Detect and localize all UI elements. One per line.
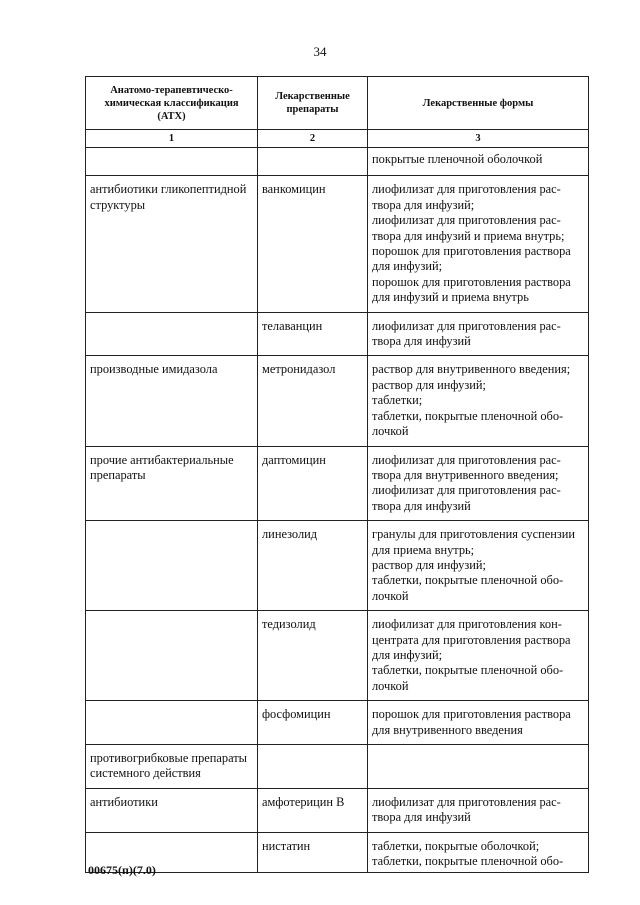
drug-cell: фосфомицин [258, 701, 368, 745]
atc-cell: антибиотики [86, 788, 258, 832]
header-atc-classification: Анатомо-терапевтическо- химическая классификация (АТХ) [86, 77, 258, 130]
column-number: 3 [368, 130, 589, 148]
drug-cell: даптомицин [258, 446, 368, 521]
forms-cell: лиофилизат для приготовления рас- твора для инфузий; лиофилизат для приготовления рас- твора для инфузий и приема внутрь; порошок для приготовления раствора для инфузий; порошок для приготовления раствора для инфузий и приема внутрь [368, 176, 589, 312]
document-code: 00675(п)(7.0) [88, 863, 156, 877]
forms-cell: лиофилизат для приготовления рас- твора для инфузий [368, 312, 589, 356]
forms-cell: порошок для приготовления раствора для внутривенного введения [368, 701, 589, 745]
forms-cell: лиофилизат для приготовления рас- твора для внутривенного введения; лиофилизат для приготовления рас- твора для инфузий [368, 446, 589, 521]
page-number: 34 [313, 44, 327, 59]
atc-cell: антибиотики гликопептидной структуры [86, 176, 258, 312]
forms-cell [368, 745, 589, 789]
table-row [86, 745, 589, 789]
drug-cell: метронидазол [258, 356, 368, 446]
drug-cell: телаванцин [258, 312, 368, 356]
table-row [86, 356, 589, 446]
table-row [86, 521, 589, 611]
table-row [86, 446, 589, 521]
atc-cell [86, 521, 258, 611]
atc-cell [86, 611, 258, 701]
table-row [86, 611, 589, 701]
table-row [86, 701, 589, 745]
forms-cell: лиофилизат для приготовления кон- центрата для приготовления раствора для инфузий; таблетки, покрытые пленочной обо- лочкой [368, 611, 589, 701]
column-number: 1 [86, 130, 258, 148]
drug-cell: ванкомицин [258, 176, 368, 312]
drug-cell [258, 148, 368, 176]
drug-table [85, 76, 589, 873]
table-row [86, 788, 589, 832]
atc-cell [86, 148, 258, 176]
drug-cell: линезолид [258, 521, 368, 611]
atc-cell: противогрибковые препараты системного действия [86, 745, 258, 789]
atc-cell: прочие антибактериальные препараты [86, 446, 258, 521]
drug-cell: тедизолид [258, 611, 368, 701]
table-row [86, 148, 589, 176]
forms-cell: таблетки, покрытые оболочкой; таблетки, покрытые пленочной обо- [368, 832, 589, 873]
forms-cell: покрытые пленочной оболочкой [368, 148, 589, 176]
table-row [86, 312, 589, 356]
column-number: 2 [258, 130, 368, 148]
header-drugs: Лекарственные препараты [258, 77, 368, 130]
drug-cell [258, 745, 368, 789]
drug-cell: нистатин [258, 832, 368, 873]
forms-cell: лиофилизат для приготовления рас- твора для инфузий [368, 788, 589, 832]
forms-cell: раствор для внутривенного введения; раствор для инфузий; таблетки; таблетки, покрытые пленочной обо- лочкой [368, 356, 589, 446]
table-header-row [86, 77, 589, 130]
forms-cell: гранулы для приготовления суспензии для приема внутрь; раствор для инфузий; таблетки, покрытые пленочной обо- лочкой [368, 521, 589, 611]
table-row [86, 176, 589, 312]
atc-cell: производные имидазола [86, 356, 258, 446]
drug-cell: амфотерицин В [258, 788, 368, 832]
atc-cell [86, 701, 258, 745]
column-number-row [86, 130, 589, 148]
table-row [86, 832, 589, 873]
atc-cell [86, 312, 258, 356]
header-dosage-forms: Лекарственные формы [368, 77, 589, 130]
